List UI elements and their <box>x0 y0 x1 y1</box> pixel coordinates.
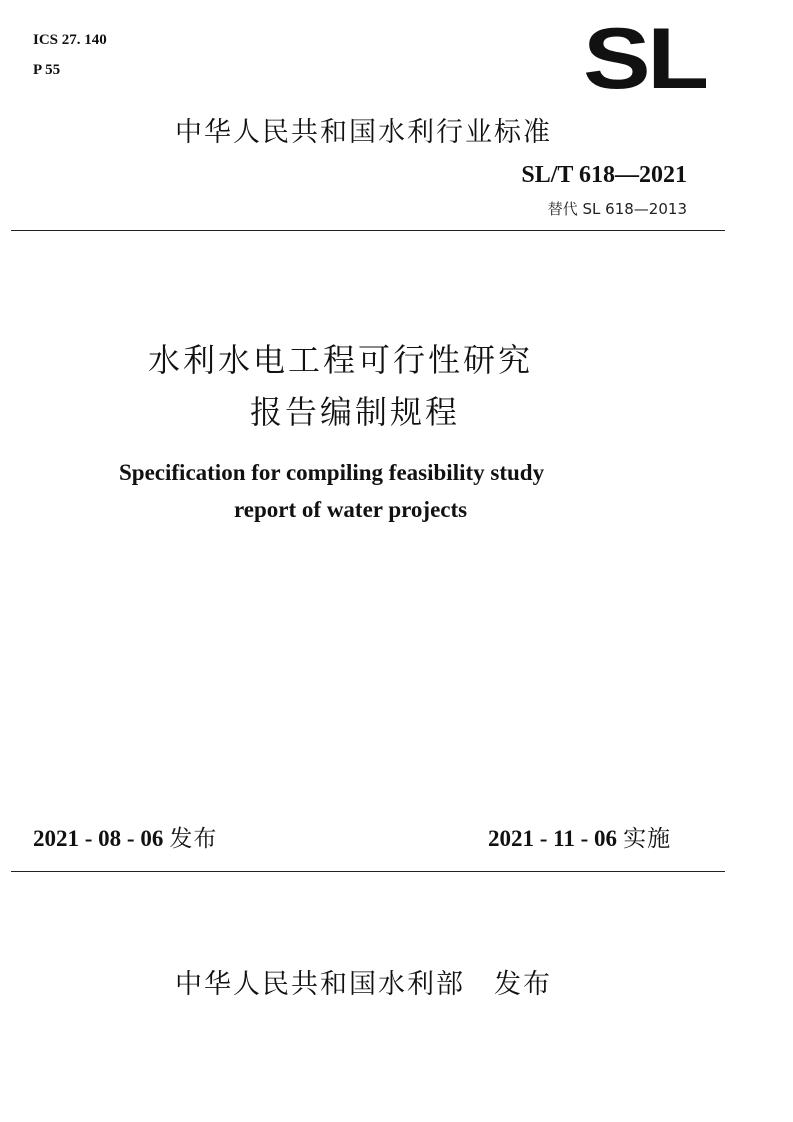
english-title-line-2: report of water projects <box>234 497 468 522</box>
chinese-title-line-1: 水利水电工程可行性研究 <box>148 341 534 379</box>
implement-label: 实施 <box>623 826 672 852</box>
issue-label: 发布 <box>169 826 218 852</box>
implement-date-block <box>488 824 671 854</box>
ccs-code: P 55 <box>33 62 61 78</box>
standard-number: SL/T 618—2021 <box>521 162 687 188</box>
chinese-title-line-2: 报告编制规程 <box>250 393 461 431</box>
sl-standard-logo: SL <box>583 11 706 107</box>
replaces-standard-number: 替代 SL 618—2013 <box>547 200 687 218</box>
english-title-line-1: Specification for compiling feasibility study <box>119 460 545 485</box>
issue-date: 2021 - 08 - 06 <box>33 826 164 851</box>
implement-date: 2021 - 11 - 06 <box>488 826 618 851</box>
publisher-line: 中华人民共和国水利部 发布 <box>175 969 552 1000</box>
bottom-divider <box>11 871 725 872</box>
issue-date-block <box>33 824 217 854</box>
top-divider <box>11 230 725 231</box>
industry-standard-title: 中华人民共和国水利行业标准 <box>175 117 552 148</box>
ics-code: ICS 27. 140 <box>33 32 107 48</box>
